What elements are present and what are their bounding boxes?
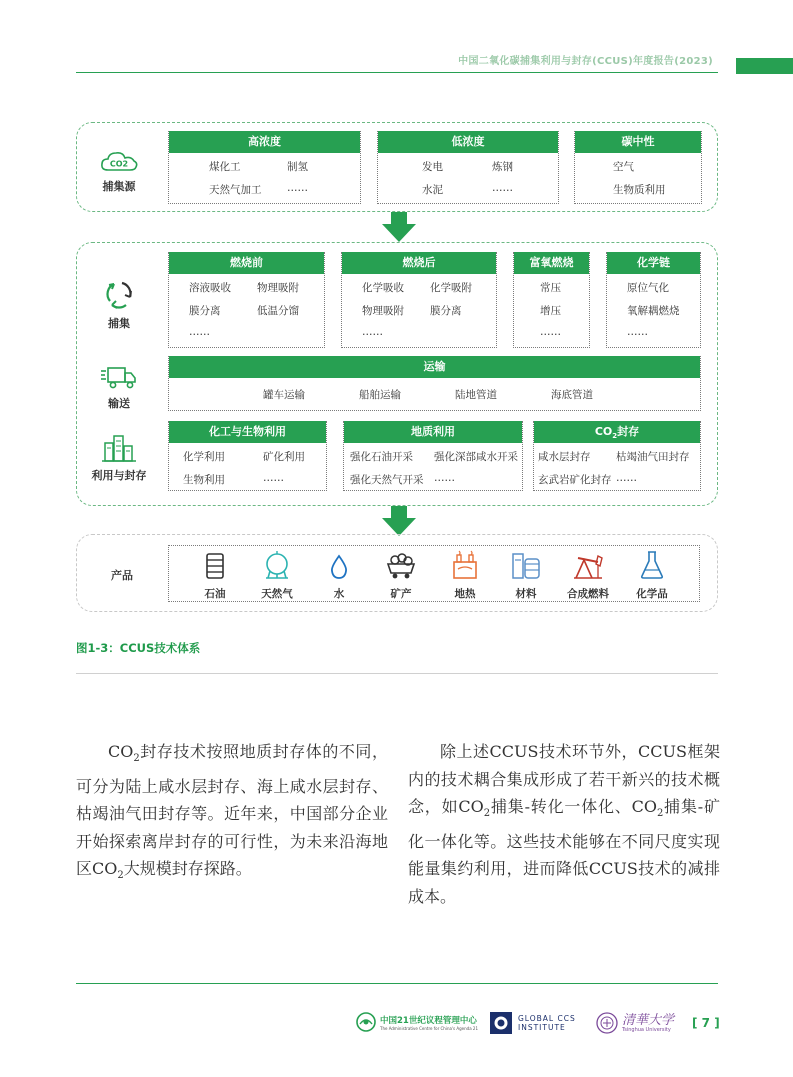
list-item: …… (263, 472, 284, 484)
utilization-card-title: $CO_2$封存 (534, 421, 700, 443)
product-label: 地热 (454, 588, 476, 600)
global-ccs-logo-icon (490, 1012, 512, 1034)
logo-tsinghua (596, 1012, 674, 1034)
header-rule (76, 72, 718, 73)
list-item: 煤化工 (209, 161, 241, 173)
svg-text:CO2: CO2 (109, 159, 129, 169)
list-item: 水泥 (422, 184, 443, 196)
list-item: …… (616, 472, 637, 484)
list-item: 玄武岩矿化封存 (538, 474, 612, 486)
geothermal-plant-icon (437, 546, 493, 580)
list-item: 船舶运输 (359, 389, 401, 401)
source-card-neutral-title: 碳中性 (575, 131, 701, 153)
list-item: 强化深部咸水开采 (434, 451, 518, 463)
capture-label-block (79, 277, 159, 331)
list-item: 陆地管道 (455, 389, 497, 401)
flow-arrow-down-icon (382, 212, 416, 242)
capture-source-label: 捕集源 (102, 180, 136, 193)
product-label: 水 (333, 588, 345, 600)
list-item: 制氢 (287, 161, 308, 173)
list-item: 空气 (613, 161, 634, 173)
source-card-high (168, 131, 361, 204)
capture-source-label-block (79, 150, 159, 194)
capture-card-title: 化学链 (607, 252, 700, 274)
logo1-text-en: The Administrative Centre for China's Agenda 21 (380, 1025, 479, 1031)
product-label: 化学品 (636, 588, 668, 600)
capture-card-precombustion (168, 252, 325, 348)
list-item: 物理吸附 (257, 282, 299, 294)
header-tab-marker (736, 58, 793, 74)
capture-source-section (76, 122, 718, 212)
tsinghua-seal-icon (596, 1012, 618, 1034)
capture-card-chemical-looping (606, 252, 701, 348)
product-label: 合成燃料 (567, 588, 609, 600)
logo2-line1: GLOBAL CCS (518, 1014, 576, 1023)
capture-card-title: 富氧燃烧 (514, 252, 589, 274)
co2-cloud-icon (79, 150, 159, 174)
list-item: 低温分馏 (257, 305, 299, 317)
list-item: …… (287, 182, 308, 194)
product-label: 天然气 (261, 588, 293, 600)
oil-pump-icon (560, 546, 616, 580)
source-card-high-title: 高浓度 (169, 131, 360, 153)
list-item: 原位气化 (627, 282, 669, 294)
capture-card-postcombustion (341, 252, 497, 348)
logo-agenda21 (356, 1012, 478, 1032)
list-item: 海底管道 (551, 389, 593, 401)
list-item: 氧解耦燃烧 (627, 305, 680, 317)
utilization-card-chemical-bio (168, 421, 327, 491)
product-item (437, 546, 493, 601)
process-section (76, 242, 718, 506)
logo-global-ccs (490, 1012, 576, 1034)
logo3-text-en: Tsinghua University (622, 1026, 671, 1033)
materials-icon (498, 546, 554, 580)
product-item (187, 546, 243, 601)
utilization-card-title: 地质利用 (344, 421, 522, 443)
transport-label-block (79, 365, 159, 411)
figure-caption: 图1-3：CCUS技术体系 (76, 641, 201, 655)
products-label: 产品 (111, 569, 133, 582)
transport-card-title: 运输 (169, 356, 700, 378)
product-label: 石油 (204, 588, 226, 600)
logo2-line2: INSTITUTE (518, 1023, 566, 1032)
product-item (560, 546, 616, 601)
paragraph-left: $CO_2$封存技术按照地质封存体的不同，可分为陆上咸水层封存、海上咸水层封存、枯竭油气田封存等。近年来，中国部分企业开始探索离岸封存的可行性，为未来沿海地区$CO_2$大规模封存探路。 (76, 742, 388, 882)
utilization-label: 利用与封存 (91, 469, 147, 482)
flow-arrow-down-icon (382, 506, 416, 536)
paragraph-right: 除上述CCUS技术环节外，CCUS框架内的技术耦合集成形成了若干新兴的技术概念，如$CO_2$捕集-转化一体化、$CO_2$捕集-矿化一体化等。这些技术能够在不同尺度实现能量集约利用，进而降低CCUS技术的减排成本。 (408, 742, 720, 906)
source-card-neutral (574, 131, 702, 204)
mine-cart-icon (373, 546, 429, 580)
capture-card-title: 燃烧后 (342, 252, 496, 274)
list-item: 咸水层封存 (538, 451, 591, 463)
transport-card (168, 356, 701, 411)
list-item: 化学吸附 (430, 282, 472, 294)
water-drop-icon (311, 546, 367, 580)
list-item: 发电 (422, 161, 443, 173)
capture-card-oxyfuel (513, 252, 590, 348)
source-card-low-title: 低浓度 (378, 131, 558, 153)
capture-label: 捕集 (108, 317, 130, 330)
list-item: 枯竭油气田封存 (616, 451, 690, 463)
flask-icon (624, 546, 680, 580)
list-item: 增压 (540, 305, 561, 317)
transport-label: 输送 (108, 397, 130, 410)
city-buildings-icon (79, 433, 159, 463)
list-item: 炼钢 (492, 161, 513, 173)
list-item: 化学吸收 (362, 282, 404, 294)
list-item: 罐车运输 (263, 389, 305, 401)
product-item (624, 546, 680, 601)
source-card-low (377, 131, 559, 204)
utilization-card-storage (533, 421, 701, 491)
list-item: 天然气加工 (209, 184, 262, 196)
running-header-title: 中国二氧化碳捕集利用与封存(CCUS)年度报告(2023) (458, 56, 713, 67)
list-item: 强化天然气开采 (350, 474, 424, 486)
list-item: …… (492, 182, 513, 194)
list-item: 物理吸附 (362, 305, 404, 317)
list-item: 生物质利用 (613, 184, 666, 196)
product-item (498, 546, 554, 601)
list-item: 生物利用 (183, 474, 225, 486)
product-item (311, 546, 367, 601)
footer-rule (76, 983, 718, 984)
truck-icon (79, 365, 159, 391)
products-box (168, 545, 700, 602)
utilization-label-block (79, 433, 159, 483)
gas-tank-icon (249, 546, 305, 580)
list-item: …… (362, 326, 383, 338)
product-item (249, 546, 305, 601)
recycle-arrows-icon (79, 277, 159, 311)
product-label: 材料 (515, 588, 537, 600)
logo1-text-cn: 中国21世纪议程管理中心 (380, 1015, 477, 1026)
utilization-card-geological (343, 421, 523, 491)
logo3-text-cn: 清華大学 (622, 1012, 675, 1028)
oil-barrel-icon (187, 546, 243, 580)
list-item: …… (540, 326, 561, 338)
capture-card-title: 燃烧前 (169, 252, 324, 274)
page-number: [ 7 ] (692, 1016, 720, 1030)
agenda21-logo-icon (356, 1012, 376, 1032)
list-item: …… (189, 326, 210, 338)
caption-rule (76, 673, 718, 674)
utilization-card-title: 化工与生物利用 (169, 421, 326, 443)
list-item: 常压 (540, 282, 561, 294)
list-item: 膜分离 (430, 305, 462, 317)
list-item: …… (627, 326, 648, 338)
list-item: 化学利用 (183, 451, 225, 463)
product-label: 矿产 (390, 588, 412, 600)
list-item: 强化石油开采 (350, 451, 413, 463)
list-item: 矿化利用 (263, 451, 305, 463)
list-item: …… (434, 472, 455, 484)
list-item: 膜分离 (189, 305, 221, 317)
product-item (373, 546, 429, 601)
list-item: 溶液吸收 (189, 282, 231, 294)
